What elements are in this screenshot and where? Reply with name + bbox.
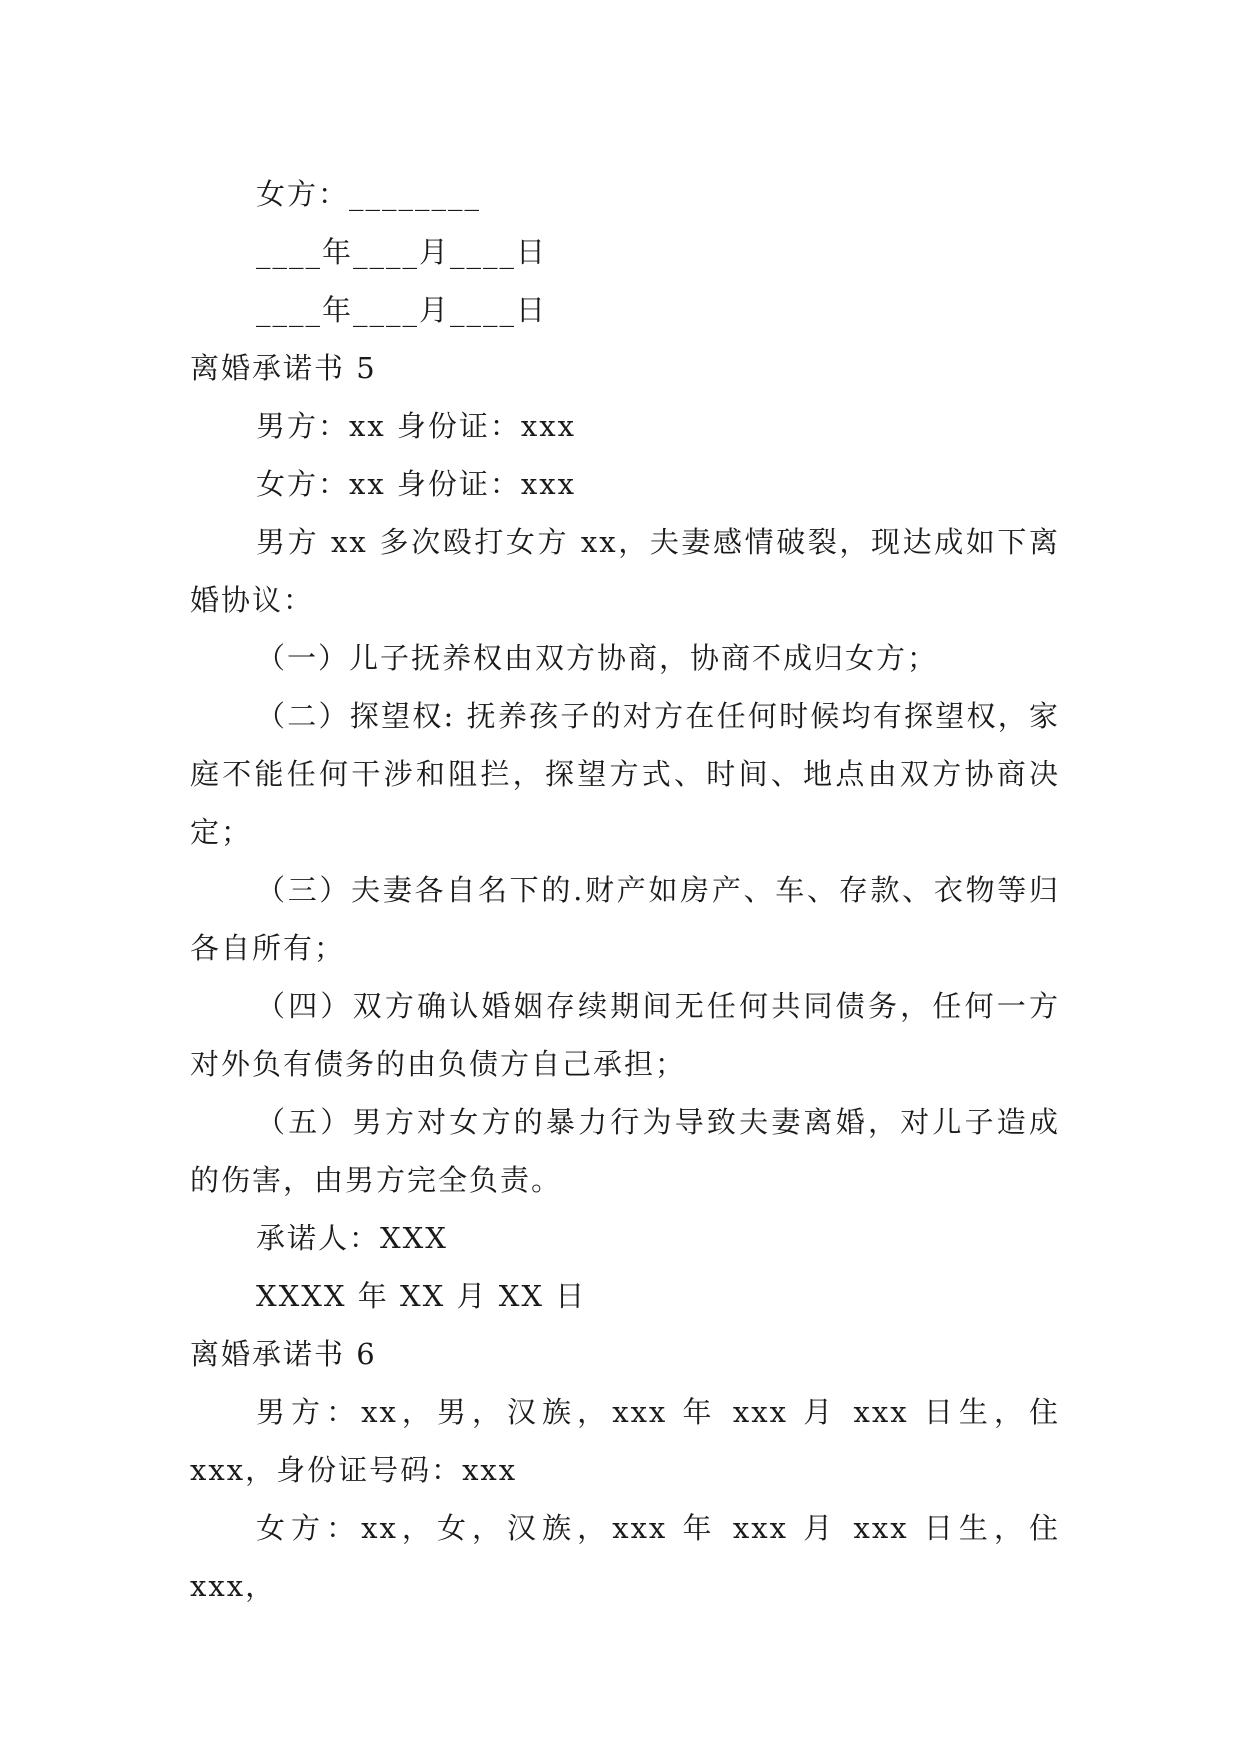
agreement-item: （二）探望权: 抚养孩子的对方在任何时候均有探望权，家庭不能任何干涉和阻拦，探望方式、时间、地点由双方协商决定； [190,699,1060,849]
female-info-paragraph: 女方：xx，女，汉族，xxx 年 xxx 月 xxx 日生，住 xxx， [190,1511,1060,1603]
section-heading-6: 离婚承诺书 6 [190,1337,377,1371]
section-heading-5: 离婚承诺书 5 [190,351,377,385]
agreement-item: （四）双方确认婚姻存续期间无任何共同债务，任何一方对外负有债务的由负债方自己承担； [190,989,1060,1081]
document-body [190,165,1060,1615]
agreement-item: （一）儿子抚养权由双方协商，协商不成归女方； [256,641,939,675]
female-id-line: 女方：xx 身份证：xxx [256,467,576,501]
agreement-item: （五）男方对女方的暴力行为导致夫妻离婚，对儿子造成的伤害，由男方完全负责。 [190,1105,1060,1197]
date-line: ____年____月____日 [256,293,548,327]
date-line: ____年____月____日 [256,235,548,269]
agreement-item: （三）夫妻各自名下的.财产如房产、车、存款、衣物等归各自所有； [190,873,1060,965]
promisor-line: 承诺人：XXX [256,1221,448,1255]
male-info-paragraph: 男方：xx，男，汉族，xxx 年 xxx 月 xxx 日生，住 xxx，身份证号码：xxx [190,1395,1060,1487]
female-signature-line: 女方：________ [256,177,482,211]
agreement-intro: 男方 xx 多次殴打女方 xx，夫妻感情破裂，现达成如下离婚协议： [190,525,1060,617]
signing-date: XXXX 年 XX 月 XX 日 [256,1279,587,1313]
male-id-line: 男方：xx 身份证：xxx [256,409,576,443]
